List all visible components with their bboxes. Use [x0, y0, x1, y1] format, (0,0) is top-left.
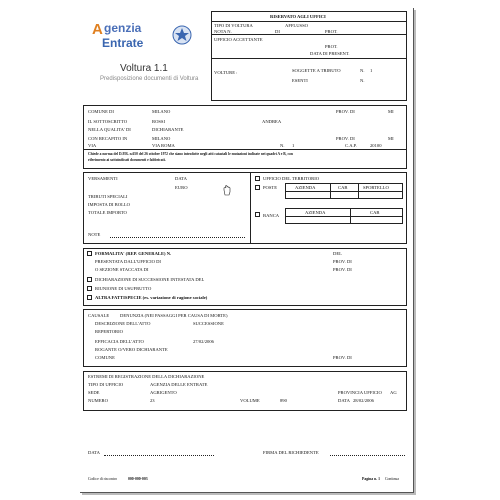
cap-value: 20100 [370, 143, 382, 148]
qualita-value: DICHIARANTE [152, 127, 184, 132]
banca-checkbox[interactable] [255, 212, 260, 217]
nome-value: ANDREA [262, 119, 282, 124]
causale-label: CAUSALE [88, 313, 110, 318]
poste-cab-label: CAB [338, 185, 348, 190]
tipo-ufficio-value: AGENZIA DELLE ENTRATE [150, 382, 208, 387]
provincia-value: AG [390, 390, 397, 395]
prov2-label: PROV. DI [336, 136, 355, 141]
prov-label: PROV. DI [336, 109, 355, 114]
provincia-label: PROVINCIA UFFICIO [338, 390, 382, 395]
sezione-label: O SEZIONE STACCATA DI [95, 267, 149, 272]
formalita-checkbox[interactable] [87, 251, 92, 256]
logo-line-2: Entrate [102, 36, 144, 50]
riunione-label: RIUNIONE DI USUFRUTTO [95, 286, 152, 291]
bollo-label: IMPOSTA DI BOLLO [88, 202, 130, 207]
soggette-label: SOGGETTE A TRIBUTO [292, 68, 341, 73]
descrizione-label: DESCRIZIONE DELL'ATTO [95, 321, 151, 326]
hand-cursor-icon [222, 184, 232, 196]
tributi-label: TRIBUTI SPECIALI [88, 194, 128, 199]
num-value: 1 [292, 143, 295, 148]
poste-azienda-label: AZIENDA [295, 185, 316, 190]
registration-data-label: DATA [338, 398, 350, 403]
formalita-del-label: DEL [333, 251, 342, 256]
note-label: NOTE [88, 232, 101, 237]
soggette-n-value: 1 [370, 68, 373, 73]
tipo-ufficio-label: TIPO DI UFFICIO [88, 382, 124, 387]
efficacia-value: 27/02/2006 [193, 339, 214, 344]
numero-label: NUMERO [88, 398, 108, 403]
ufficio-territorio-label: UFFICIO DEL TERRITORIO [263, 176, 320, 181]
cognome-value: ROSSI [152, 119, 166, 124]
prov-value: MI [388, 109, 394, 114]
presentata-prov-label: PROV. DI [333, 259, 352, 264]
comune-label: COMUNE DI [88, 109, 114, 114]
reserved-title: RISERVATO AGLI UFFICI [270, 14, 326, 19]
qualita-label: NELLA QUALITA' DI [88, 127, 131, 132]
via-label: VIA [88, 143, 97, 148]
formalita-label: FORMALITA' (REP. GENERALE) N. [95, 251, 172, 256]
logo-letter: A [92, 21, 103, 38]
registration-title: ESTREMI DI REGISTRAZIONE DELLA DICHIARAZIONE [88, 374, 205, 379]
num-label: N. [280, 143, 285, 148]
descrizione-value: SUCCESSIONE [193, 321, 224, 326]
banca-label: BANCA [263, 213, 280, 218]
altra-label: ALTRA FATTISPECIE (es. variazione di ragione sociale) [95, 295, 208, 300]
dichiarazione-label: DICHIARAZIONE DI SUCCESSIONE INTESTATA DEL [95, 277, 205, 282]
sede-value: AGRIGENTO [150, 390, 177, 395]
sezione-prov-label: PROV. DI [333, 267, 352, 272]
poste-sportello-label: SPORTELLO [363, 185, 389, 190]
poste-checkbox[interactable] [255, 185, 260, 190]
pagina-label: Pagina n. 1 [362, 477, 381, 481]
nota-label: NOTA N. [214, 29, 232, 34]
recapito-label: CON RECAPITO IN [88, 136, 128, 141]
recapito-value: MILANO [152, 136, 171, 141]
logo-line-1: genzia [104, 21, 142, 35]
soggette-n-label: N. [360, 68, 365, 73]
totale-label: TOTALE IMPORTO [88, 210, 127, 215]
di-label: DI [275, 29, 280, 34]
repertorio-label: REPERTORIO [95, 329, 123, 334]
banca-cab-label: CAB [370, 210, 380, 215]
esenti-value: N. [360, 78, 365, 83]
voltura-form-page [80, 8, 414, 493]
emblem-icon [171, 24, 193, 46]
efficacia-label: EFFICACIA DELL'ATTO [95, 339, 144, 344]
banca-azienda-label: AZIENDA [305, 210, 326, 215]
cause-prov-label: PROV. DI [333, 355, 352, 360]
form-subtitle: Predisposizione documenti di Voltura [100, 76, 199, 82]
legal-text-1: Chiede a norma del D.P.R. n.650 del 26 ottobre 1972 che siano introdotte negli atti catastali le mutazioni indicate nei quadri A e B, con [88, 152, 293, 156]
prot2-label: PROT. [325, 44, 338, 49]
volture-label: VOLTURE : [214, 70, 238, 75]
dichiarazione-checkbox[interactable] [87, 277, 92, 282]
agenzia-entrate-logo [86, 18, 186, 54]
ufficio-checkbox[interactable] [255, 176, 260, 181]
legal-text-2: riferimento ai sottoindicati documenti e fabbricati. [88, 158, 166, 162]
form-title: Voltura 1.1 [120, 63, 168, 74]
volume-label: VOLUME [240, 398, 260, 403]
cause-comune-label: COMUNE [95, 355, 115, 360]
tipo-voltura-label: TIPO DI VOLTURA [214, 23, 253, 28]
esenti-label: ESENTI [292, 78, 308, 83]
riunione-checkbox[interactable] [87, 286, 92, 291]
cap-label: C.A.P. [345, 143, 357, 148]
footer-data-label: DATA [88, 450, 100, 455]
versamenti-label: VERSAMENTI [88, 176, 118, 181]
numero-value: 23 [150, 398, 155, 403]
prot-label: PROT. [325, 29, 338, 34]
tipo-voltura-value: AFFLUSSO [285, 23, 308, 28]
ufficio-accettante-label: UFFICIO ACCETTANTE [214, 37, 263, 42]
sottoscritto-label: IL SOTTOSCRITTO [88, 119, 128, 124]
poste-label: POSTE [263, 185, 278, 190]
comune-value: MILANO [152, 109, 171, 114]
via-value: VIA ROMA [152, 143, 175, 148]
data-present-label: DATA DI PRESENT. [310, 51, 350, 56]
prov2-value: MI [388, 136, 394, 141]
sede-label: SEDE [88, 390, 100, 395]
rogante-label: ROGANTE O/VERO DICHIARANTE [95, 347, 168, 352]
codice-label: Codice di riscontro [88, 477, 118, 481]
firma-label: FIRMA DEL RICHIEDENTE [263, 450, 319, 455]
presentata-label: PRESENTATA DALL'UFFICIO DI [95, 259, 161, 264]
causale-value: DENUNZIA (NEI PASSAGGI PER CAUSA DI MORTE) [120, 313, 228, 318]
data-label: DATA [175, 176, 187, 181]
altra-checkbox[interactable] [87, 295, 92, 300]
euro-label: EURO [175, 185, 188, 190]
volume-value: 890 [280, 398, 287, 403]
registration-data-value: 28/02/2006 [353, 398, 374, 403]
codice-value: 000-000-003 [128, 477, 148, 481]
pagina-value: Continua [385, 477, 399, 481]
